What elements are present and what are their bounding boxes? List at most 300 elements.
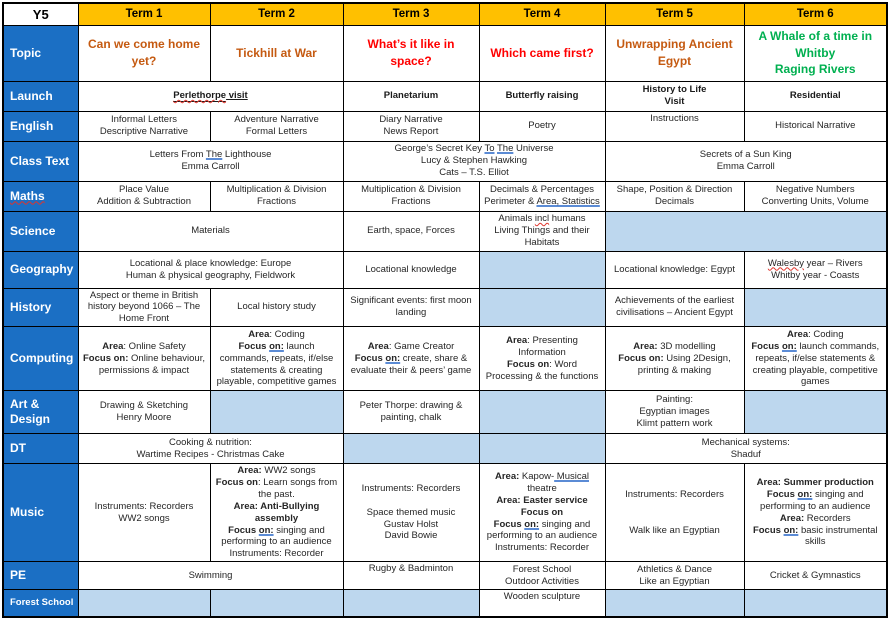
text-segment: on: bbox=[781, 340, 797, 352]
row-label-science bbox=[3, 211, 78, 251]
text-segment: Tickhill at War bbox=[236, 45, 317, 60]
cell-launch-4 bbox=[605, 81, 744, 111]
cell-maths-5 bbox=[605, 181, 744, 211]
cell-line bbox=[82, 570, 340, 582]
text-segment: on: bbox=[797, 488, 813, 500]
text-segment: Instruments: Recorder bbox=[495, 542, 589, 554]
text-segment bbox=[410, 495, 413, 506]
text-segment: on: bbox=[385, 352, 401, 364]
cell-english-5 bbox=[605, 111, 744, 141]
cell-english-4 bbox=[479, 111, 605, 141]
cell-music-3 bbox=[343, 464, 479, 562]
text-segment: To bbox=[484, 143, 495, 155]
row-music bbox=[3, 464, 887, 562]
text-segment: Instructions bbox=[650, 112, 699, 124]
cell-topic-1 bbox=[78, 25, 210, 81]
row-history bbox=[3, 288, 887, 327]
text-segment: Focus bbox=[238, 340, 270, 352]
text-segment: Wartime Recipes - Christmas Cake bbox=[136, 448, 285, 460]
text-segment: on: bbox=[524, 518, 540, 530]
text-segment: Whitby year - Coasts bbox=[771, 269, 860, 281]
cell-launch-3 bbox=[479, 81, 605, 111]
term-header-5: Term 5 bbox=[605, 3, 744, 25]
cell-line bbox=[748, 489, 884, 513]
cell-line bbox=[483, 45, 602, 62]
cell-line bbox=[347, 155, 602, 167]
cell-art-design-3 bbox=[343, 391, 479, 434]
cell-line bbox=[347, 225, 476, 237]
row-label-text: English bbox=[10, 118, 54, 133]
row-label-geography bbox=[3, 251, 78, 288]
text-segment: Walk like an Egyptian bbox=[629, 524, 720, 536]
cell-maths-1 bbox=[78, 181, 210, 211]
text-segment: Recorders bbox=[804, 512, 851, 524]
cell-class-text-1 bbox=[78, 141, 343, 181]
text-segment: year – Rivers bbox=[803, 257, 863, 269]
cell-line bbox=[609, 576, 741, 588]
cell-line bbox=[214, 465, 340, 477]
text-segment bbox=[673, 501, 676, 512]
cell-line bbox=[609, 418, 741, 430]
row-label-dt bbox=[3, 434, 78, 464]
cell-music-5 bbox=[605, 464, 744, 562]
cell-dt-1 bbox=[78, 434, 343, 464]
text-segment: Significant events: first moon landing bbox=[350, 295, 472, 319]
cell-line bbox=[483, 576, 602, 588]
cell-music-6 bbox=[744, 464, 887, 562]
text-segment: Egyptian images bbox=[639, 406, 710, 418]
text-segment: Diary Narrative bbox=[379, 114, 443, 126]
cell-line bbox=[748, 61, 884, 78]
cell-line bbox=[82, 513, 207, 525]
text-segment: News Report bbox=[383, 126, 439, 137]
cell-line bbox=[347, 264, 476, 276]
text-segment: : Coding bbox=[808, 328, 844, 340]
row-label-text: Computing bbox=[10, 351, 74, 366]
text-segment: Human & physical geography, Fieldwork bbox=[125, 269, 296, 281]
row-label-computing bbox=[3, 327, 78, 391]
text-segment: Shape, Position & Direction bbox=[616, 184, 733, 196]
text-segment: WW2 songs bbox=[261, 465, 316, 477]
text-segment: Locational knowledge: Egypt bbox=[614, 263, 735, 275]
cell-line bbox=[609, 437, 884, 449]
cell-line bbox=[748, 513, 884, 525]
text-segment: Mechanical systems: bbox=[701, 436, 790, 448]
cell-line bbox=[347, 184, 476, 196]
text-segment: launch commands, repeats, if/else statements & creating playable, competitive games bbox=[752, 340, 880, 388]
text-segment: Athletics & Dance bbox=[637, 563, 712, 575]
text-segment: Focus bbox=[228, 524, 259, 536]
cell-art-design-2 bbox=[210, 391, 343, 434]
cell-line bbox=[347, 126, 476, 138]
cell-art-design-4 bbox=[479, 391, 605, 434]
text-segment: Focus bbox=[766, 488, 798, 500]
cell-line bbox=[609, 295, 741, 319]
cell-line bbox=[82, 400, 207, 412]
text-segment: Area: bbox=[237, 465, 262, 477]
table-body bbox=[3, 25, 887, 617]
cell-line bbox=[748, 120, 884, 132]
cell-line bbox=[748, 329, 884, 341]
row-label-text: Science bbox=[10, 223, 56, 238]
text-segment: Walesby bbox=[767, 257, 804, 269]
cell-line bbox=[82, 36, 207, 70]
text-segment: Lighthouse bbox=[222, 149, 272, 161]
cell-line bbox=[82, 290, 207, 326]
cell-class-text-2 bbox=[343, 141, 605, 181]
cell-english-2 bbox=[210, 111, 343, 141]
text-segment: Painting: bbox=[656, 394, 693, 406]
cell-line bbox=[609, 36, 741, 70]
text-segment: Wooden sculpture bbox=[503, 591, 581, 603]
text-segment: Focus bbox=[751, 340, 782, 352]
text-segment: Like an Egyptian bbox=[639, 575, 710, 587]
text-segment: Area, Statistics bbox=[536, 196, 600, 207]
cell-pe-2 bbox=[343, 562, 479, 590]
text-segment: Universe bbox=[513, 143, 554, 155]
cell-art-design-6 bbox=[744, 391, 887, 434]
text-segment: Instruments: Recorders bbox=[361, 482, 461, 494]
cell-science-3 bbox=[479, 211, 605, 251]
cell-line bbox=[347, 495, 476, 507]
cell-launch-5 bbox=[744, 81, 887, 111]
cell-launch-2 bbox=[343, 81, 479, 111]
text-segment: Adventure Narrative bbox=[234, 114, 319, 126]
text-segment: Area: Summer production bbox=[756, 477, 874, 488]
text-segment: George’s Secret Key bbox=[394, 143, 485, 155]
cell-forest-school-6 bbox=[744, 590, 887, 617]
text-segment: Focus on bbox=[520, 506, 564, 518]
cell-line bbox=[609, 564, 741, 576]
text-segment: The bbox=[496, 143, 514, 155]
text-segment: Perimeter & bbox=[484, 196, 537, 207]
text-segment: singing and performing to an audience bbox=[486, 518, 598, 542]
term-header-3: Term 3 bbox=[343, 3, 479, 25]
text-segment: Focus on bbox=[215, 477, 258, 488]
text-segment: Swimming bbox=[188, 569, 233, 581]
text-segment: Decimals bbox=[654, 196, 695, 207]
cell-line bbox=[609, 161, 884, 173]
text-segment: Multiplication & Division bbox=[226, 184, 327, 196]
cell-line bbox=[82, 196, 207, 208]
term-header-2: Term 2 bbox=[210, 3, 343, 25]
cell-line bbox=[82, 258, 340, 270]
text-segment: Can we come home yet? bbox=[87, 37, 201, 68]
text-segment: Formal Letters bbox=[245, 126, 308, 137]
text-segment: : Coding bbox=[269, 328, 305, 340]
text-segment: 3D modelling bbox=[657, 340, 716, 352]
row-label-text: Forest School bbox=[10, 596, 74, 608]
cell-geography-1 bbox=[78, 251, 343, 288]
cell-computing-2 bbox=[210, 327, 343, 391]
cell-line bbox=[609, 264, 741, 276]
cell-dt-4 bbox=[605, 434, 887, 464]
cell-line bbox=[609, 489, 741, 501]
text-segment: Perlethorpe bbox=[173, 90, 227, 102]
cell-line bbox=[214, 196, 340, 208]
cell-line bbox=[609, 406, 741, 418]
text-segment: Area: bbox=[633, 340, 658, 352]
cell-launch-1 bbox=[78, 81, 343, 111]
cell-line bbox=[214, 114, 340, 126]
cell-line bbox=[748, 270, 884, 282]
row-label-art-design bbox=[3, 391, 78, 434]
cell-geography-5 bbox=[744, 251, 887, 288]
cell-line bbox=[748, 258, 884, 270]
row-label-maths bbox=[3, 181, 78, 211]
cell-line bbox=[609, 353, 741, 377]
text-segment: singing and performing to an audience bbox=[760, 488, 871, 512]
text-segment: singing and performing to an audience bbox=[221, 524, 332, 548]
cell-pe-3 bbox=[479, 562, 605, 590]
cell-line bbox=[748, 28, 884, 62]
row-computing bbox=[3, 327, 887, 391]
cell-line bbox=[609, 113, 741, 125]
text-segment: basic instrumental skills bbox=[798, 524, 878, 548]
text-segment: Historical Narrative bbox=[775, 120, 856, 132]
text-segment: Drawing & Sketching bbox=[99, 400, 189, 412]
text-segment: Klimt pattern work bbox=[636, 418, 713, 430]
term-header-6: Term 6 bbox=[744, 3, 887, 25]
text-segment: incl bbox=[534, 213, 550, 225]
cell-line bbox=[483, 507, 602, 519]
term-header-1: Term 1 bbox=[78, 3, 210, 25]
cell-line bbox=[82, 149, 340, 161]
text-segment: Area bbox=[786, 328, 809, 340]
cell-line bbox=[483, 213, 602, 225]
cell-dt-3 bbox=[479, 434, 605, 464]
cell-forest-school-3 bbox=[343, 590, 479, 617]
text-segment: Space themed music bbox=[366, 506, 456, 518]
row-label-text: PE bbox=[10, 568, 27, 583]
cell-line bbox=[483, 495, 602, 507]
text-segment: Negative Numbers bbox=[775, 184, 855, 196]
cell-art-design-5 bbox=[605, 391, 744, 434]
text-segment: Outdoor Activities bbox=[505, 575, 579, 587]
cell-line bbox=[82, 353, 207, 377]
row-label-text: Class Text bbox=[10, 153, 70, 168]
text-segment: Shaduf bbox=[730, 448, 761, 460]
text-segment: : Learn songs from the past. bbox=[258, 477, 338, 500]
cell-line bbox=[347, 519, 476, 531]
text-segment: Gustav Holst bbox=[383, 518, 439, 530]
row-label-text: Launch bbox=[10, 88, 53, 103]
text-segment: Henry Moore bbox=[116, 412, 172, 424]
text-segment: Local history study bbox=[237, 301, 316, 313]
text-segment: Area bbox=[248, 328, 270, 340]
cell-pe-5 bbox=[744, 562, 887, 590]
cell-line bbox=[483, 564, 602, 576]
text-segment: theatre bbox=[527, 482, 557, 494]
cell-line bbox=[609, 341, 741, 353]
cell-line bbox=[347, 143, 602, 155]
cell-line bbox=[82, 270, 340, 282]
cell-line bbox=[483, 184, 602, 196]
text-segment: Cats – T.S. Elliot bbox=[439, 166, 509, 178]
cell-line bbox=[347, 483, 476, 495]
cell-line bbox=[609, 96, 741, 108]
cell-history-5 bbox=[605, 288, 744, 327]
text-segment: Multiplication & Division bbox=[361, 184, 461, 196]
cell-computing-1 bbox=[78, 327, 210, 391]
text-segment: Musical bbox=[554, 471, 589, 483]
cell-science-2 bbox=[343, 211, 479, 251]
text-segment: Emma Carroll bbox=[181, 161, 240, 172]
text-segment: Area: bbox=[779, 512, 805, 524]
cell-line bbox=[609, 501, 741, 513]
row-geography bbox=[3, 251, 887, 288]
row-label-pe bbox=[3, 562, 78, 590]
cell-line bbox=[347, 196, 476, 208]
cell-line bbox=[609, 196, 741, 208]
text-segment: Poetry bbox=[528, 120, 556, 132]
cell-line bbox=[214, 525, 340, 549]
cell-line bbox=[82, 90, 340, 102]
cell-line bbox=[82, 412, 207, 424]
text-segment: Forest School bbox=[512, 563, 572, 575]
text-segment: Focus on bbox=[506, 358, 550, 370]
cell-line bbox=[347, 36, 476, 70]
cell-line bbox=[483, 120, 602, 132]
cell-line bbox=[214, 45, 340, 62]
cell-music-4 bbox=[479, 464, 605, 562]
row-label-class-text bbox=[3, 141, 78, 181]
text-segment: : Word Processing & the functions bbox=[485, 358, 599, 382]
row-english bbox=[3, 111, 887, 141]
row-label-music bbox=[3, 464, 78, 562]
cell-line bbox=[483, 196, 602, 208]
cell-computing-6 bbox=[744, 327, 887, 391]
row-class-text bbox=[3, 141, 887, 181]
text-segment: Fractions bbox=[256, 196, 297, 207]
text-segment: create, share & evaluate their & peers’ game bbox=[350, 352, 472, 376]
cell-line bbox=[347, 530, 476, 542]
text-segment: Using 2Design, printing & making bbox=[637, 352, 731, 376]
cell-line bbox=[483, 335, 602, 359]
row-topic bbox=[3, 25, 887, 81]
cell-geography-3 bbox=[479, 251, 605, 288]
cell-line bbox=[609, 394, 741, 406]
cell-computing-4 bbox=[479, 327, 605, 391]
text-segment: Unwrapping Ancient Egypt bbox=[616, 37, 733, 68]
text-segment: Letters From bbox=[149, 149, 206, 161]
cell-line bbox=[483, 591, 602, 603]
cell-english-3 bbox=[343, 111, 479, 141]
text-segment: Informal Letters bbox=[111, 114, 177, 126]
text-segment: Area bbox=[506, 334, 528, 346]
text-segment bbox=[673, 513, 676, 524]
cell-topic-3 bbox=[343, 25, 479, 81]
cell-line bbox=[609, 184, 741, 196]
row-label-english bbox=[3, 111, 78, 141]
cell-line bbox=[82, 225, 340, 237]
cell-line bbox=[82, 341, 207, 353]
row-art-design bbox=[3, 391, 887, 434]
text-segment: Locational knowledge bbox=[365, 263, 457, 275]
cell-line bbox=[82, 184, 207, 196]
text-segment: Instruments: Recorders bbox=[94, 500, 194, 512]
cell-geography-4 bbox=[605, 251, 744, 288]
cell-maths-2 bbox=[210, 181, 343, 211]
text-segment: Focus bbox=[493, 518, 525, 530]
cell-line bbox=[748, 184, 884, 196]
text-segment: Peter Thorpe: drawing & painting, chalk bbox=[359, 400, 463, 424]
cell-art-design-1 bbox=[78, 391, 210, 434]
text-segment: Cricket & Gymnastics bbox=[769, 569, 861, 581]
text-segment: Fractions bbox=[391, 196, 431, 207]
text-segment: Descriptive Narrative bbox=[99, 126, 189, 137]
text-segment: Aspect or theme in British history beyond 1066 – The Home Front bbox=[87, 289, 201, 325]
cell-line bbox=[483, 471, 602, 495]
cell-line bbox=[748, 90, 884, 102]
cell-line bbox=[483, 359, 602, 383]
cell-line bbox=[214, 301, 340, 313]
text-segment: humans bbox=[549, 213, 586, 225]
cell-music-1 bbox=[78, 464, 210, 562]
cell-topic-4 bbox=[479, 25, 605, 81]
cell-forest-school-1 bbox=[78, 590, 210, 617]
cell-computing-5 bbox=[605, 327, 744, 391]
year-cell: Y5 bbox=[3, 3, 78, 25]
text-segment: Area: bbox=[495, 471, 520, 483]
cell-forest-school-5 bbox=[605, 590, 744, 617]
text-segment: Focus on: bbox=[83, 352, 129, 364]
cell-line bbox=[748, 196, 884, 208]
row-label-text: Music bbox=[10, 505, 45, 520]
cell-line bbox=[483, 225, 602, 249]
row-science bbox=[3, 211, 887, 251]
text-segment: Locational & place knowledge: Europe bbox=[129, 257, 292, 269]
row-label-text: DT bbox=[10, 441, 26, 456]
text-segment: Materials bbox=[191, 225, 230, 237]
cell-line bbox=[609, 84, 741, 96]
text-segment: on: bbox=[258, 524, 274, 536]
text-segment: Online behaviour, permissions & impact bbox=[98, 352, 205, 376]
text-segment: Addition & Subtraction bbox=[96, 196, 191, 207]
cell-music-2 bbox=[210, 464, 343, 562]
cell-history-1 bbox=[78, 288, 210, 327]
row-label-text: Topic bbox=[10, 45, 42, 60]
header-row bbox=[3, 3, 887, 25]
text-segment: Area: Easter service bbox=[496, 494, 588, 506]
cell-pe-1 bbox=[78, 562, 343, 590]
cell-topic-5 bbox=[605, 25, 744, 81]
cell-maths-3 bbox=[343, 181, 479, 211]
text-segment: Butterfly raising bbox=[505, 90, 579, 102]
text-segment: Lucy & Stephen Hawking bbox=[420, 155, 528, 167]
text-segment: The bbox=[205, 149, 223, 161]
text-segment: Which came first? bbox=[490, 45, 594, 60]
text-segment: launch commands, repeats, if/else statements & creating playable, competitive games bbox=[216, 340, 337, 388]
text-segment: WW2 songs bbox=[118, 512, 170, 524]
cell-line bbox=[82, 161, 340, 173]
cell-english-6 bbox=[744, 111, 887, 141]
cell-line bbox=[82, 449, 340, 461]
text-segment: on: bbox=[269, 340, 284, 352]
text-segment: Place Value bbox=[119, 184, 169, 196]
row-label-text: Geography bbox=[10, 262, 74, 276]
text-segment: What’s it like in space? bbox=[367, 37, 455, 68]
row-dt bbox=[3, 434, 887, 464]
row-maths bbox=[3, 181, 887, 211]
text-segment: Rugby & Badminton bbox=[368, 563, 454, 575]
text-segment: Instruments: Recorder bbox=[229, 548, 324, 560]
cell-line bbox=[347, 353, 476, 377]
cell-topic-2 bbox=[210, 25, 343, 81]
cell-topic-6 bbox=[744, 25, 887, 81]
cell-line bbox=[483, 542, 602, 554]
cell-line bbox=[748, 525, 884, 549]
